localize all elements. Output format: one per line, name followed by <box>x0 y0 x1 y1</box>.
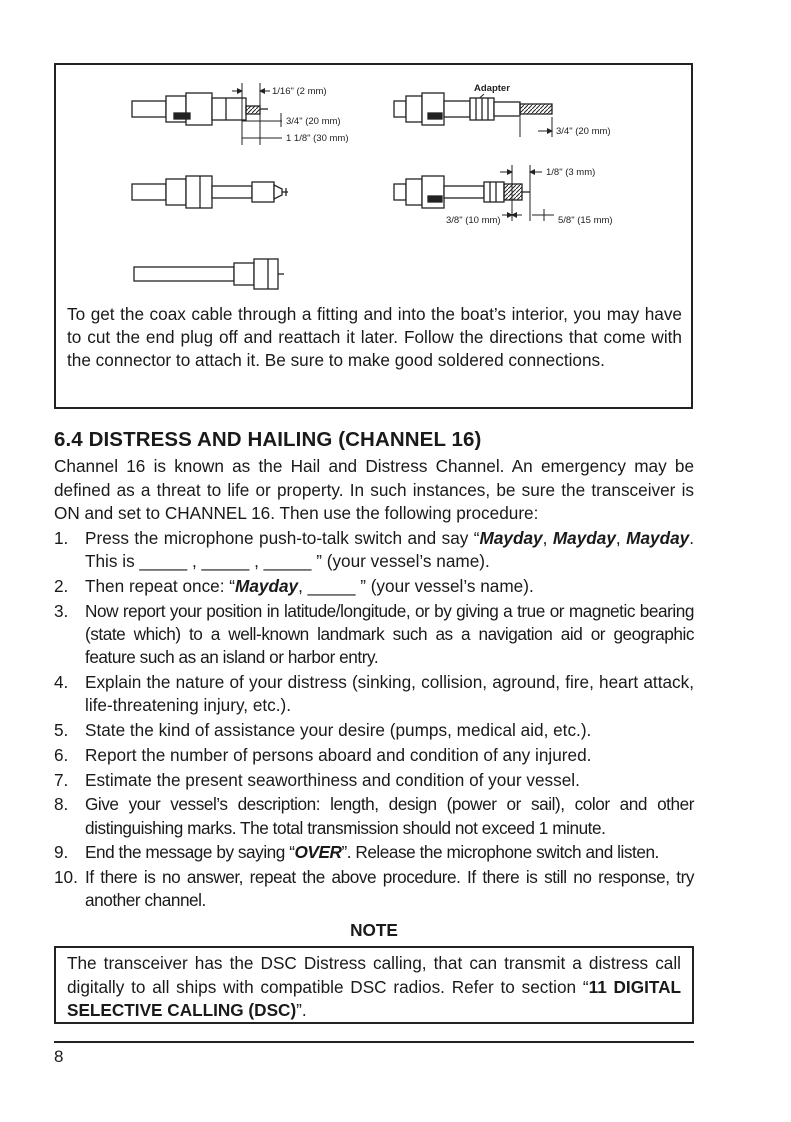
section-heading: 6.4 DISTRESS AND HAILING (CHANNEL 16) <box>54 428 482 451</box>
note-box: The transceiver has the DSC Distress calling, that can transmit a distress call digitally to all ships with compatible DSC radios. Refer to section “11 DIGITAL SELECTIVE CALLING (DSC)”. <box>54 946 694 1024</box>
list-item: 8. Give your vessel’s description: length, design (power or sail), color and other distinguishing marks. The total transmission should not exceed 1 minute. <box>54 794 694 838</box>
braid-right-length-label: 5/8" (15 mm) <box>558 215 613 226</box>
braid-small-label: 1/8" (3 mm) <box>546 167 596 178</box>
braid-left-length-label: 3/8" (10 mm) <box>446 215 501 226</box>
adapter-label: Adapter <box>474 83 510 94</box>
coax-connector-diagram <box>56 65 692 301</box>
dim-mid-label: 3/4" (20 mm) <box>286 116 341 127</box>
cable-braid-stripped <box>394 176 530 208</box>
list-item: 5. State the kind of assistance your desire (pumps, medical aid, etc.). <box>54 720 592 740</box>
footer-divider <box>54 1041 694 1043</box>
list-item: 7. Estimate the present seaworthiness and condition of your vessel. <box>54 769 580 790</box>
page-number: 8 <box>54 1047 64 1066</box>
note-title: NOTE <box>350 920 398 940</box>
dim-tip-label: 1/16" (2 mm) <box>272 86 327 97</box>
procedure-list <box>54 527 694 914</box>
list-item: 4. Explain the nature of your distress (sinking, collision, aground, fire, heart attack, life-threatening injury, etc.). <box>54 672 694 716</box>
list-item: 1. Press the microphone push-to-talk switch and say “Mayday, Mayday, Mayday. This is _____ , _____ , _____ ” (your vessel’s name). <box>54 528 694 572</box>
list-item: 6. Report the number of persons aboard and condition of any injured. <box>54 744 592 765</box>
cable-connector <box>132 176 288 208</box>
figure-caption: To get the coax cable through a fitting and into the boat’s interior, you may have to cut the end plug off and reattach it later. Follow the directions that come with the connector to attach it. Be sure to make good soldered connections. <box>67 304 682 370</box>
note-reference: 11 DIGITAL SELECTIVE CALLING (DSC) <box>67 976 681 1020</box>
list-item: 9. End the message by saying “OVER”. Release the microphone switch and listen. <box>54 842 659 863</box>
cable-end-plug <box>134 259 284 289</box>
list-item: 10. If there is no answer, repeat the above procedure. If there is still no response, try another channel. <box>54 867 694 911</box>
list-item: 3. Now report your position in latitude/longitude, or by giving a true or magnetic bearing (state which) to a well-known landmark such as a navigation aid or geographic feature such as an island or harbor entry. <box>54 600 694 668</box>
coax-figure-box <box>54 63 693 409</box>
section-intro: Channel 16 is known as the Hail and Distress Channel. An emergency may be defined as a threat to life or property. In such instances, be sure the transceiver is ON and set to CHANNEL 16. Then use the following procedure: <box>54 456 694 523</box>
note-text: The transceiver has the DSC Distress calling, that can transmit a distress call digitally to all ships with compatible DSC radios. Refer to section “ <box>67 953 681 997</box>
adapter-length-label: 3/4" (20 mm) <box>556 126 611 137</box>
cable-adapter <box>394 93 552 125</box>
dim-long-label: 1 1/8" (30 mm) <box>286 133 349 144</box>
cable-stripped <box>132 93 268 125</box>
list-item: 2. Then repeat once: “Mayday, _____ ” (your vessel’s name). <box>54 576 534 596</box>
